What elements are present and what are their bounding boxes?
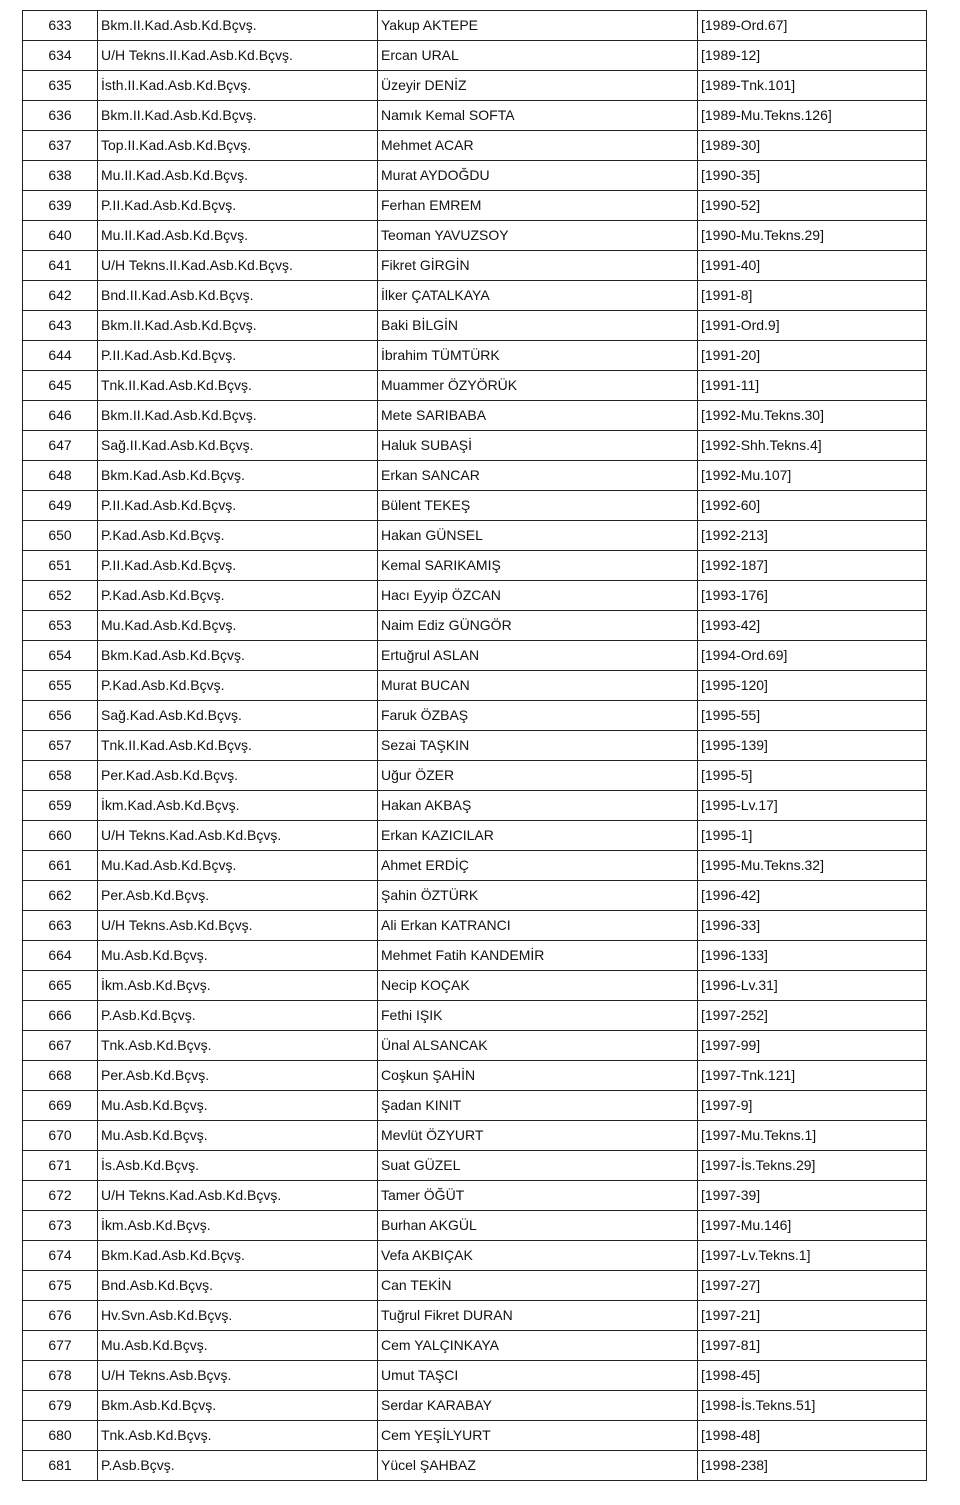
row-number-cell: 656 — [23, 701, 98, 731]
rank-cell: Mu.II.Kad.Asb.Kd.Bçvş. — [98, 161, 378, 191]
name-cell: Ercan URAL — [378, 41, 698, 71]
name-cell: Uğur ÖZER — [378, 761, 698, 791]
name-cell: Necip KOÇAK — [378, 971, 698, 1001]
reference-cell: [1997-252] — [698, 1001, 927, 1031]
row-number-cell: 653 — [23, 611, 98, 641]
reference-cell: [1989-12] — [698, 41, 927, 71]
name-cell: Ferhan EMREM — [378, 191, 698, 221]
table-row — [23, 731, 927, 761]
name-cell: Naim Ediz GÜNGÖR — [378, 611, 698, 641]
row-number-cell: 674 — [23, 1241, 98, 1271]
name-cell: Ali Erkan KATRANCI — [378, 911, 698, 941]
reference-cell: [1989-Ord.67] — [698, 11, 927, 41]
row-number-cell: 658 — [23, 761, 98, 791]
reference-cell: [1998-45] — [698, 1361, 927, 1391]
rank-cell: P.Asb.Bçvş. — [98, 1451, 378, 1481]
rank-cell: Mu.Asb.Kd.Bçvş. — [98, 941, 378, 971]
reference-cell: [1989-Mu.Tekns.126] — [698, 101, 927, 131]
name-cell: Burhan AKGÜL — [378, 1211, 698, 1241]
name-cell: Mete SARIBABA — [378, 401, 698, 431]
rank-cell: P.II.Kad.Asb.Kd.Bçvş. — [98, 551, 378, 581]
rank-cell: P.Kad.Asb.Kd.Bçvş. — [98, 521, 378, 551]
reference-cell: [1997-39] — [698, 1181, 927, 1211]
rank-cell: Tnk.II.Kad.Asb.Kd.Bçvş. — [98, 731, 378, 761]
rank-cell: U/H Tekns.Asb.Bçvş. — [98, 1361, 378, 1391]
row-number-cell: 641 — [23, 251, 98, 281]
row-number-cell: 640 — [23, 221, 98, 251]
reference-cell: [1995-120] — [698, 671, 927, 701]
row-number-cell: 654 — [23, 641, 98, 671]
name-cell: Bülent TEKEŞ — [378, 491, 698, 521]
rank-cell: Bkm.Kad.Asb.Kd.Bçvş. — [98, 461, 378, 491]
reference-cell: [1995-139] — [698, 731, 927, 761]
table-row — [23, 311, 927, 341]
rank-cell: U/H Tekns.Kad.Asb.Kd.Bçvş. — [98, 1181, 378, 1211]
rank-cell: Bnd.Asb.Kd.Bçvş. — [98, 1271, 378, 1301]
table-row — [23, 461, 927, 491]
reference-cell: [1990-35] — [698, 161, 927, 191]
name-cell: Ahmet ERDİÇ — [378, 851, 698, 881]
table-row — [23, 551, 927, 581]
name-cell: İbrahim TÜMTÜRK — [378, 341, 698, 371]
rank-cell: U/H Tekns.II.Kad.Asb.Kd.Bçvş. — [98, 251, 378, 281]
name-cell: Serdar KARABAY — [378, 1391, 698, 1421]
reference-cell: [1992-187] — [698, 551, 927, 581]
row-number-cell: 668 — [23, 1061, 98, 1091]
name-cell: Kemal SARIKAMIŞ — [378, 551, 698, 581]
row-number-cell: 667 — [23, 1031, 98, 1061]
name-cell: Faruk ÖZBAŞ — [378, 701, 698, 731]
reference-cell: [1995-Mu.Tekns.32] — [698, 851, 927, 881]
rank-cell: U/H Tekns.Asb.Kd.Bçvş. — [98, 911, 378, 941]
row-number-cell: 648 — [23, 461, 98, 491]
name-cell: İlker ÇATALKAYA — [378, 281, 698, 311]
row-number-cell: 642 — [23, 281, 98, 311]
name-cell: Umut TAŞCI — [378, 1361, 698, 1391]
reference-cell: [1996-42] — [698, 881, 927, 911]
reference-cell: [1989-Tnk.101] — [698, 71, 927, 101]
table-row — [23, 1301, 927, 1331]
rank-cell: Bkm.II.Kad.Asb.Kd.Bçvş. — [98, 401, 378, 431]
row-number-cell: 649 — [23, 491, 98, 521]
row-number-cell: 664 — [23, 941, 98, 971]
reference-cell: [1998-48] — [698, 1421, 927, 1451]
name-cell: Üzeyir DENİZ — [378, 71, 698, 101]
name-cell: Cem YEŞİLYURT — [378, 1421, 698, 1451]
reference-cell: [1992-Mu.107] — [698, 461, 927, 491]
table-row — [23, 851, 927, 881]
table-row — [23, 251, 927, 281]
name-cell: Erkan SANCAR — [378, 461, 698, 491]
row-number-cell: 639 — [23, 191, 98, 221]
row-number-cell: 646 — [23, 401, 98, 431]
name-cell: Hakan GÜNSEL — [378, 521, 698, 551]
name-cell: Namık Kemal SOFTA — [378, 101, 698, 131]
table-row — [23, 761, 927, 791]
reference-cell: [1997-27] — [698, 1271, 927, 1301]
rank-cell: İkm.Kad.Asb.Kd.Bçvş. — [98, 791, 378, 821]
row-number-cell: 651 — [23, 551, 98, 581]
table-row — [23, 941, 927, 971]
row-number-cell: 634 — [23, 41, 98, 71]
name-cell: Sezai TAŞKIN — [378, 731, 698, 761]
table-row — [23, 101, 927, 131]
table-row — [23, 1181, 927, 1211]
row-number-cell: 680 — [23, 1421, 98, 1451]
rank-cell: P.Kad.Asb.Kd.Bçvş. — [98, 581, 378, 611]
reference-cell: [1997-Tnk.121] — [698, 1061, 927, 1091]
reference-cell: [1997-9] — [698, 1091, 927, 1121]
table-row — [23, 791, 927, 821]
row-number-cell: 662 — [23, 881, 98, 911]
table-row — [23, 1091, 927, 1121]
name-cell: Yücel ŞAHBAZ — [378, 1451, 698, 1481]
row-number-cell: 675 — [23, 1271, 98, 1301]
table-row — [23, 521, 927, 551]
row-number-cell: 676 — [23, 1301, 98, 1331]
row-number-cell: 650 — [23, 521, 98, 551]
row-number-cell: 661 — [23, 851, 98, 881]
rank-cell: İkm.Asb.Kd.Bçvş. — [98, 1211, 378, 1241]
table-row — [23, 1361, 927, 1391]
rank-cell: İs.Asb.Kd.Bçvş. — [98, 1151, 378, 1181]
row-number-cell: 660 — [23, 821, 98, 851]
rank-cell: Bnd.II.Kad.Asb.Kd.Bçvş. — [98, 281, 378, 311]
row-number-cell: 659 — [23, 791, 98, 821]
name-cell: Muammer ÖZYÖRÜK — [378, 371, 698, 401]
row-number-cell: 677 — [23, 1331, 98, 1361]
name-cell: Can TEKİN — [378, 1271, 698, 1301]
row-number-cell: 647 — [23, 431, 98, 461]
row-number-cell: 681 — [23, 1451, 98, 1481]
reference-cell: [1991-Ord.9] — [698, 311, 927, 341]
table-row — [23, 71, 927, 101]
table-row — [23, 1271, 927, 1301]
name-cell: Şahin ÖZTÜRK — [378, 881, 698, 911]
row-number-cell: 663 — [23, 911, 98, 941]
row-number-cell: 657 — [23, 731, 98, 761]
table-row — [23, 581, 927, 611]
table-row — [23, 1061, 927, 1091]
row-number-cell: 666 — [23, 1001, 98, 1031]
reference-cell: [1995-5] — [698, 761, 927, 791]
reference-cell: [1996-133] — [698, 941, 927, 971]
reference-cell: [1998-238] — [698, 1451, 927, 1481]
reference-cell: [1992-60] — [698, 491, 927, 521]
document-page — [22, 10, 926, 1481]
rank-cell: Mu.Asb.Kd.Bçvş. — [98, 1121, 378, 1151]
rank-cell: Bkm.Kad.Asb.Kd.Bçvş. — [98, 641, 378, 671]
table-row — [23, 491, 927, 521]
table-row — [23, 671, 927, 701]
rank-cell: P.Kad.Asb.Kd.Bçvş. — [98, 671, 378, 701]
table-row — [23, 341, 927, 371]
rank-cell: Top.II.Kad.Asb.Kd.Bçvş. — [98, 131, 378, 161]
name-cell: Murat BUCAN — [378, 671, 698, 701]
name-cell: Hakan AKBAŞ — [378, 791, 698, 821]
reference-cell: [1996-33] — [698, 911, 927, 941]
row-number-cell: 669 — [23, 1091, 98, 1121]
reference-cell: [1989-30] — [698, 131, 927, 161]
name-cell: Yakup AKTEPE — [378, 11, 698, 41]
rank-cell: Mu.Asb.Kd.Bçvş. — [98, 1091, 378, 1121]
rank-cell: Hv.Svn.Asb.Kd.Bçvş. — [98, 1301, 378, 1331]
reference-cell: [1995-55] — [698, 701, 927, 731]
row-number-cell: 672 — [23, 1181, 98, 1211]
reference-cell: [1991-8] — [698, 281, 927, 311]
rank-cell: Per.Asb.Kd.Bçvş. — [98, 1061, 378, 1091]
name-cell: Ünal ALSANCAK — [378, 1031, 698, 1061]
table-row — [23, 821, 927, 851]
name-cell: Coşkun ŞAHİN — [378, 1061, 698, 1091]
rank-cell: Sağ.II.Kad.Asb.Kd.Bçvş. — [98, 431, 378, 461]
reference-cell: [1992-Shh.Tekns.4] — [698, 431, 927, 461]
reference-cell: [1991-11] — [698, 371, 927, 401]
table-row — [23, 1451, 927, 1481]
reference-cell: [1995-Lv.17] — [698, 791, 927, 821]
table-body — [23, 11, 927, 1481]
table-row — [23, 701, 927, 731]
reference-cell: [1997-99] — [698, 1031, 927, 1061]
reference-cell: [1993-176] — [698, 581, 927, 611]
reference-cell: [1991-40] — [698, 251, 927, 281]
name-cell: Haluk SUBAŞİ — [378, 431, 698, 461]
name-cell: Cem YALÇINKAYA — [378, 1331, 698, 1361]
row-number-cell: 643 — [23, 311, 98, 341]
reference-cell: [1992-213] — [698, 521, 927, 551]
name-cell: Tuğrul Fikret DURAN — [378, 1301, 698, 1331]
table-row — [23, 1151, 927, 1181]
rank-cell: Bkm.II.Kad.Asb.Kd.Bçvş. — [98, 11, 378, 41]
reference-cell: [1991-20] — [698, 341, 927, 371]
table-row — [23, 1331, 927, 1361]
rank-cell: Mu.II.Kad.Asb.Kd.Bçvş. — [98, 221, 378, 251]
rank-cell: İkm.Asb.Kd.Bçvş. — [98, 971, 378, 1001]
rank-cell: Mu.Asb.Kd.Bçvş. — [98, 1331, 378, 1361]
reference-cell: [1997-Mu.Tekns.1] — [698, 1121, 927, 1151]
row-number-cell: 638 — [23, 161, 98, 191]
table-row — [23, 371, 927, 401]
row-number-cell: 679 — [23, 1391, 98, 1421]
rank-cell: Bkm.II.Kad.Asb.Kd.Bçvş. — [98, 101, 378, 131]
reference-cell: [1990-Mu.Tekns.29] — [698, 221, 927, 251]
reference-cell: [1998-İs.Tekns.51] — [698, 1391, 927, 1421]
table-row — [23, 1241, 927, 1271]
table-row — [23, 221, 927, 251]
row-number-cell: 645 — [23, 371, 98, 401]
table-row — [23, 281, 927, 311]
rank-cell: Bkm.II.Kad.Asb.Kd.Bçvş. — [98, 311, 378, 341]
name-cell: Vefa AKBIÇAK — [378, 1241, 698, 1271]
table-row — [23, 401, 927, 431]
rank-cell: Per.Asb.Kd.Bçvş. — [98, 881, 378, 911]
rank-cell: Tnk.II.Kad.Asb.Kd.Bçvş. — [98, 371, 378, 401]
row-number-cell: 665 — [23, 971, 98, 1001]
name-cell: Erkan KAZICILAR — [378, 821, 698, 851]
rank-cell: Bkm.Kad.Asb.Kd.Bçvş. — [98, 1241, 378, 1271]
table-row — [23, 1121, 927, 1151]
table-row — [23, 11, 927, 41]
name-cell: Mehmet Fatih KANDEMİR — [378, 941, 698, 971]
rank-cell: P.II.Kad.Asb.Kd.Bçvş. — [98, 341, 378, 371]
reference-cell: [1997-İs.Tekns.29] — [698, 1151, 927, 1181]
reference-cell: [1994-Ord.69] — [698, 641, 927, 671]
name-cell: Fikret GİRGİN — [378, 251, 698, 281]
rank-cell: P.Asb.Kd.Bçvş. — [98, 1001, 378, 1031]
table-row — [23, 131, 927, 161]
row-number-cell: 633 — [23, 11, 98, 41]
table-row — [23, 161, 927, 191]
row-number-cell: 635 — [23, 71, 98, 101]
reference-cell: [1990-52] — [698, 191, 927, 221]
row-number-cell: 636 — [23, 101, 98, 131]
rank-cell: Bkm.Asb.Kd.Bçvş. — [98, 1391, 378, 1421]
reference-cell: [1992-Mu.Tekns.30] — [698, 401, 927, 431]
name-cell: Teoman YAVUZSOY — [378, 221, 698, 251]
table-row — [23, 41, 927, 71]
name-cell: Mevlüt ÖZYURT — [378, 1121, 698, 1151]
name-cell: Mehmet ACAR — [378, 131, 698, 161]
table-row — [23, 611, 927, 641]
table-row — [23, 971, 927, 1001]
table-row — [23, 911, 927, 941]
name-cell: Şadan KINIT — [378, 1091, 698, 1121]
reference-cell: [1997-Lv.Tekns.1] — [698, 1241, 927, 1271]
rank-cell: Mu.Kad.Asb.Kd.Bçvş. — [98, 611, 378, 641]
row-number-cell: 655 — [23, 671, 98, 701]
rank-cell: Per.Kad.Asb.Kd.Bçvş. — [98, 761, 378, 791]
table-row — [23, 191, 927, 221]
reference-cell: [1997-81] — [698, 1331, 927, 1361]
rank-cell: Sağ.Kad.Asb.Kd.Bçvş. — [98, 701, 378, 731]
table-row — [23, 1421, 927, 1451]
row-number-cell: 637 — [23, 131, 98, 161]
name-cell: Fethi IŞIK — [378, 1001, 698, 1031]
reference-cell: [1997-21] — [698, 1301, 927, 1331]
name-cell: Tamer ÖĞÜT — [378, 1181, 698, 1211]
name-cell: Ertuğrul ASLAN — [378, 641, 698, 671]
table-row — [23, 1211, 927, 1241]
rank-cell: U/H Tekns.Kad.Asb.Kd.Bçvş. — [98, 821, 378, 851]
row-number-cell: 652 — [23, 581, 98, 611]
rank-cell: Tnk.Asb.Kd.Bçvş. — [98, 1031, 378, 1061]
personnel-table — [22, 10, 927, 1481]
table-row — [23, 881, 927, 911]
rank-cell: Mu.Kad.Asb.Kd.Bçvş. — [98, 851, 378, 881]
table-row — [23, 1001, 927, 1031]
reference-cell: [1997-Mu.146] — [698, 1211, 927, 1241]
row-number-cell: 678 — [23, 1361, 98, 1391]
reference-cell: [1995-1] — [698, 821, 927, 851]
rank-cell: Tnk.Asb.Kd.Bçvş. — [98, 1421, 378, 1451]
name-cell: Hacı Eyyip ÖZCAN — [378, 581, 698, 611]
name-cell: Suat GÜZEL — [378, 1151, 698, 1181]
rank-cell: İsth.II.Kad.Asb.Kd.Bçvş. — [98, 71, 378, 101]
rank-cell: P.II.Kad.Asb.Kd.Bçvş. — [98, 191, 378, 221]
row-number-cell: 670 — [23, 1121, 98, 1151]
table-row — [23, 1031, 927, 1061]
rank-cell: U/H Tekns.II.Kad.Asb.Kd.Bçvş. — [98, 41, 378, 71]
rank-cell: P.II.Kad.Asb.Kd.Bçvş. — [98, 491, 378, 521]
row-number-cell: 644 — [23, 341, 98, 371]
name-cell: Baki BİLGİN — [378, 311, 698, 341]
table-row — [23, 1391, 927, 1421]
reference-cell: [1993-42] — [698, 611, 927, 641]
table-row — [23, 431, 927, 461]
row-number-cell: 673 — [23, 1211, 98, 1241]
name-cell: Murat AYDOĞDU — [378, 161, 698, 191]
row-number-cell: 671 — [23, 1151, 98, 1181]
table-row — [23, 641, 927, 671]
reference-cell: [1996-Lv.31] — [698, 971, 927, 1001]
